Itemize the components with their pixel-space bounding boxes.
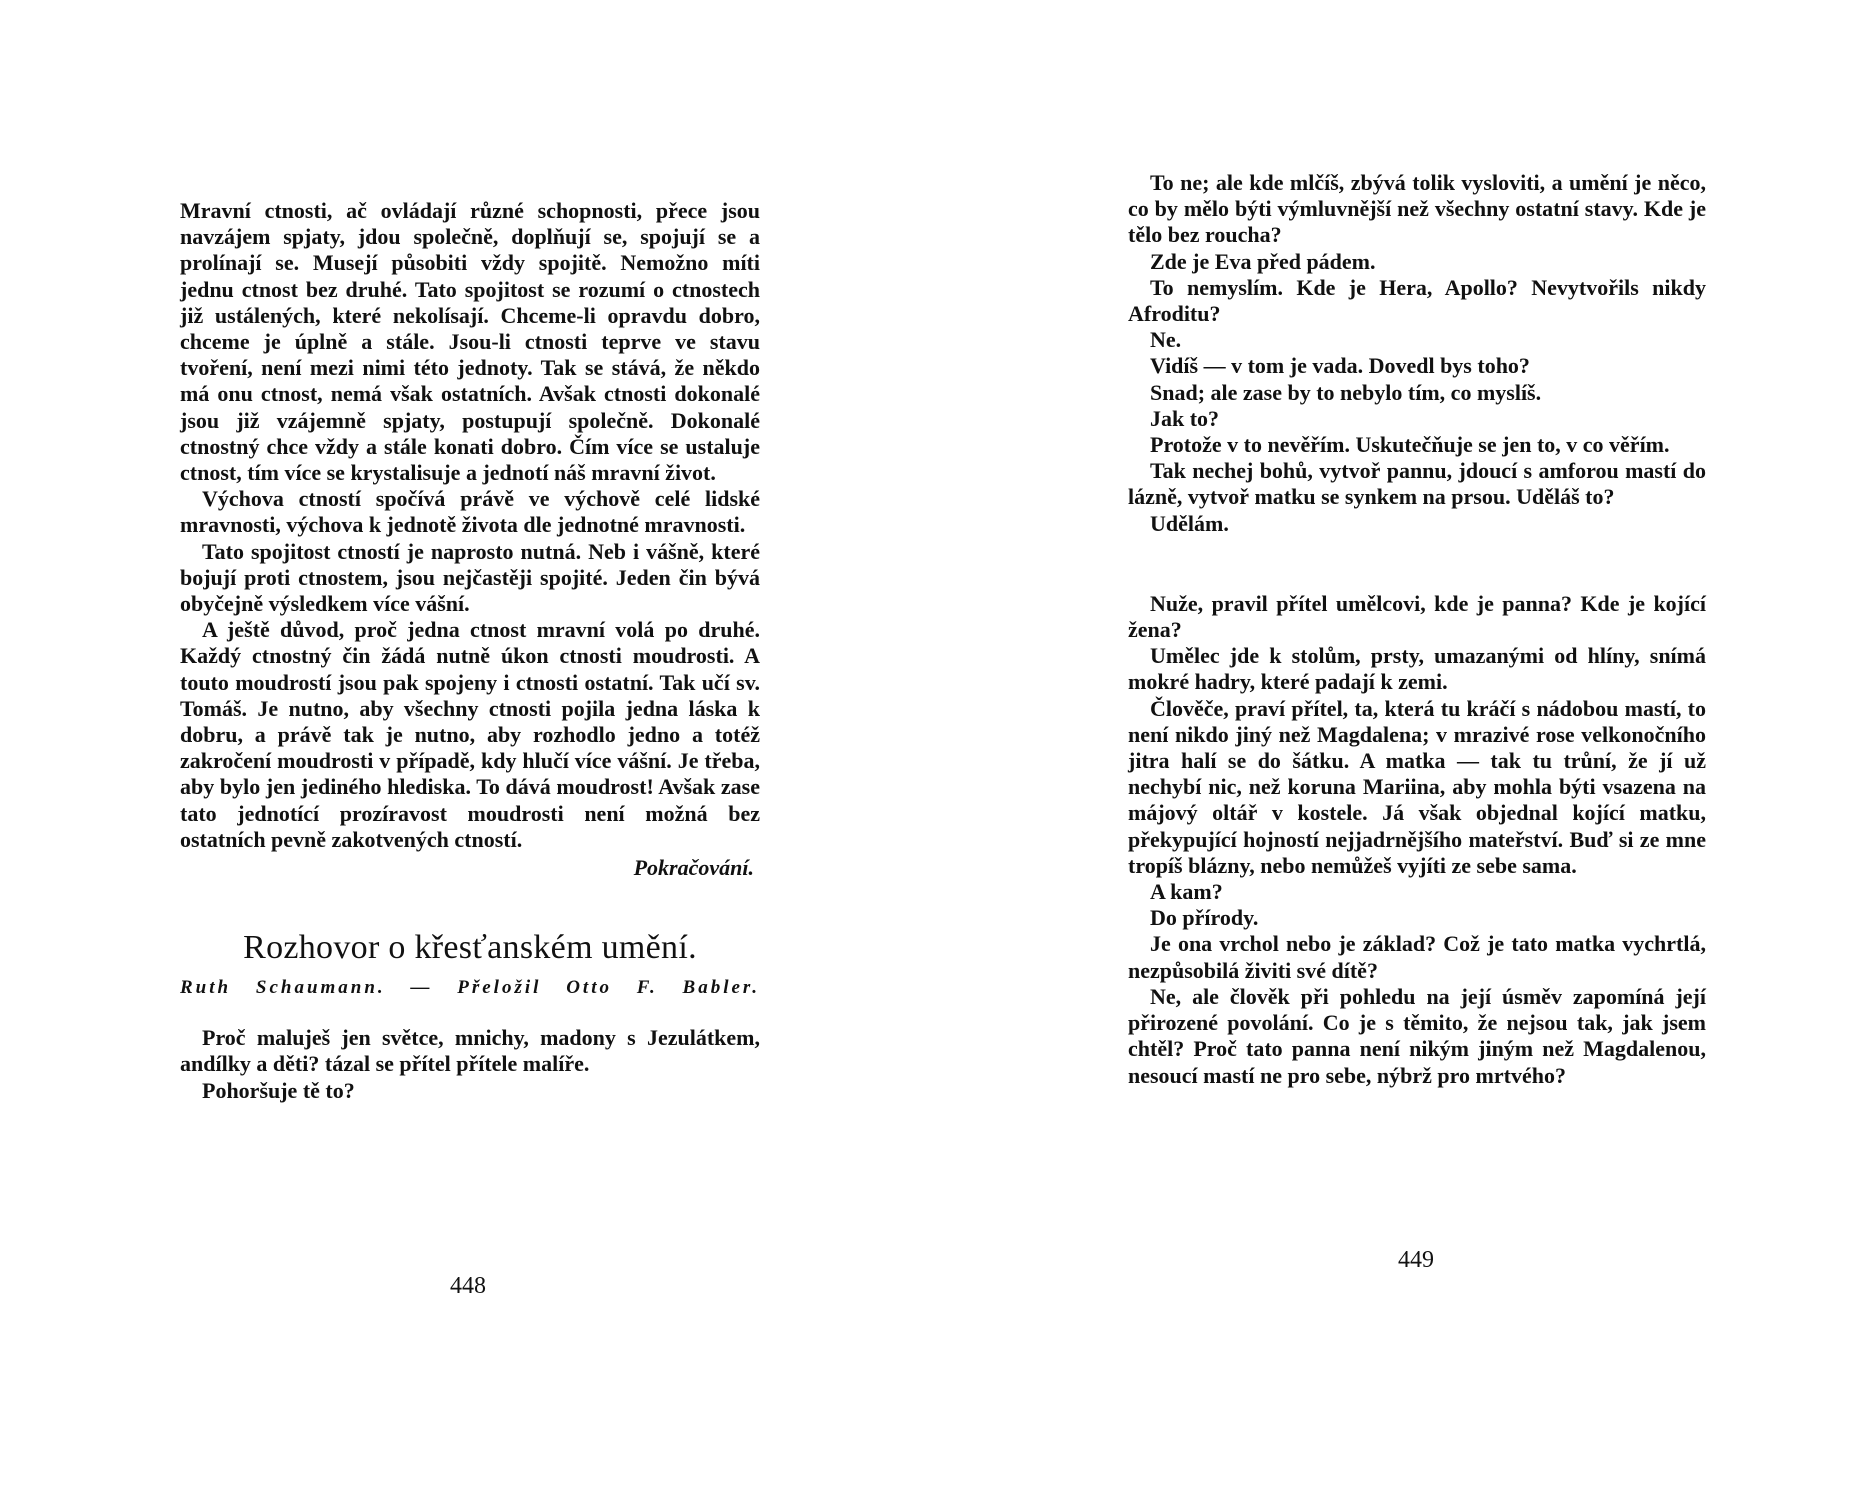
right-paragraph-7: Jak to?: [1150, 405, 1220, 431]
left-paragraph-1: Mravní ctnosti, ač ovládají různé schopnosti, přece jsou navzájem spjaty, jdou společně, doplňují se, spojují se a prolínají se. Musejí působiti vždy spojitě. Nemožno míti jednu ctnost bez druhé. Tato spojitost se rozumí o ctnostech již ustálených, které nekolísají. Chceme-li opravdu dobro, chceme je úplně a stále. Jsou-li ctnosti teprve ve stavu tvoření, není mezi nimi této jednoty. Tak se stává, že někdo má onu ctnost, nemá však ostatních. Avšak ctnosti dokonalé jsou již vzájemně spjaty, postupují společně. Dokonalé ctnostný chce vždy a stále konati dobro. Čím více se ustaluje ctnost, tím více se krystalisuje a jednotí náš mravní život.: [180, 198, 760, 486]
right-body-top: [1128, 170, 1706, 537]
left-paragraph-4: A ještě důvod, proč jedna ctnost mravní volá po druhé. Každý ctnostný čin žádá nutně úkon ctnosti moudrosti. A touto moudrostí jsou pak spojeny i ctnosti ostatní. Tak učí sv. Tomáš. Je nutno, aby všechny ctnosti pojila jedna láska k dobru, a právě tak je nutno, aby rozhodlo jedno a totéž zakročení moudrosti v případě, kdy hlučí více vášní. Je třeba, aby bylo jen jediného hlediska. To dává moudrost! Avšak zase tato jednotící prozíravost moudrosti není možná bez ostatních pevně zakotvených ctností.: [180, 617, 760, 852]
right-body-bottom: [1128, 591, 1706, 1089]
page-number-left: 448: [450, 1273, 486, 1299]
left-body: [180, 198, 760, 881]
right-paragraph-12: Umělec jde k stolům, prsty, umazanými od hlíny, snímá mokré hadry, které padají k zemi.: [1128, 643, 1706, 695]
right-paragraph-10: Udělám.: [1150, 510, 1229, 536]
right-paragraph-2: Zde je Eva před pádem.: [1150, 248, 1376, 274]
page-number-right: 449: [1398, 1247, 1434, 1273]
article-byline: Ruth Schaumann. — Přeložil Otto F. Babler.: [180, 977, 760, 999]
right-paragraph-13: Člověče, praví přítel, ta, která tu kráčí s nádobou mastí, to není nikdo jiný než Magdalena; v mrazivé rose velkonočního jitra halí se do šátku. A matka — tak tu trůní, že jí už nechybí nic, než koruna Mariina, aby mohla býti vsazena na májový oltář v kostele. Já však objednal kojící matku, překypující hojností nejjadrnějšího mateřství. Buď si ze mne tropíš blázny, nebo nemůžeš vyjíti ze sebe sama.: [1128, 695, 1706, 878]
right-paragraph-5: Vidíš — v tom je vada. Dovedl bys toho?: [1150, 353, 1530, 379]
left-page: [180, 198, 760, 1104]
right-paragraph-8: Protože v to nevěřím. Uskutečňuje se jen to, v co věřím.: [1150, 432, 1670, 458]
right-paragraph-15: Do přírody.: [1150, 905, 1259, 931]
right-paragraph-3: To nemyslím. Kde je Hera, Apollo? Nevytvořils nikdy Afroditu?: [1128, 274, 1706, 327]
continued-note: Pokračování.: [633, 855, 754, 881]
article-paragraph-2: Pohoršuje tě to?: [202, 1077, 355, 1103]
left-paragraph-2: Výchova ctností spočívá právě ve výchově celé lidské mravnosti, výchova k jednotě života dle jednotné mravnosti.: [180, 486, 760, 538]
right-paragraph-1: To ne; ale kde mlčíš, zbývá tolik vysloviti, a umění je něco, co by mělo býti výmluvnější než všechny ostatní stavy. Kde je tělo bez roucha?: [1128, 170, 1706, 248]
right-paragraph-14: A kam?: [1150, 879, 1223, 905]
right-paragraph-6: Snad; ale zase by to nebylo tím, co myslíš.: [1150, 379, 1542, 405]
left-paragraph-3: Tato spojitost ctností je naprosto nutná. Neb i vášně, které bojují proti ctnostem, jsou nejčastěji spojité. Jeden čin bývá obyčejně výsledkem více vášní.: [180, 538, 760, 617]
section-gap: [1128, 537, 1706, 591]
article-paragraph-1: Proč maluješ jen světce, mnichy, madony s Jezulátkem, andílky a děti? tázal se přítel přítele malíře.: [180, 1025, 760, 1077]
right-paragraph-4: Ne.: [1150, 327, 1182, 353]
article-title: Rozhovor o křesťanském umění.: [243, 929, 697, 967]
right-paragraph-17: Ne, ale člověk při pohledu na její úsměv zapomíná její přirozené povolání. Co je s těmito, že nejsou tak, jak jsem chtěl? Proč tato panna není nikým jiným než Magdalenou, nesoucí mastí ne pro sebe, nýbrž pro mrtvého?: [1128, 983, 1706, 1088]
right-paragraph-16: Je ona vrchol nebo je základ? Což je tato matka vychrtlá, nezpůsobilá živiti své dítě?: [1128, 931, 1706, 983]
right-paragraph-11: Nuže, pravil přítel umělcovi, kde je panna? Kde je kojící žena?: [1128, 590, 1706, 643]
right-page: [1128, 170, 1706, 1089]
article-start: [180, 1025, 760, 1104]
right-paragraph-9: Tak nechej bohů, vytvoř pannu, jdoucí s amforou mastí do lázně, vytvoř matku se synkem na prsou. Uděláš to?: [1128, 458, 1706, 510]
